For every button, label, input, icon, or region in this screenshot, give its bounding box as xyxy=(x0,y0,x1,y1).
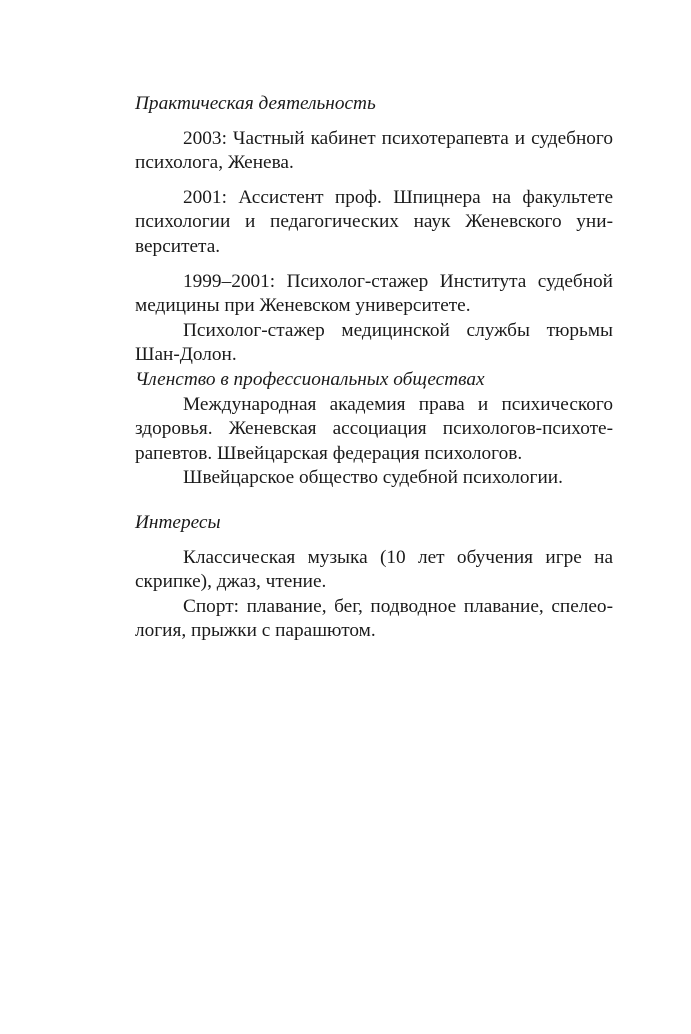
text-line: психологии и педагогических наук Женевского уни- xyxy=(135,211,613,233)
section-heading-interests: Интересы xyxy=(135,511,221,533)
paragraph-membership-1 xyxy=(87,393,613,467)
text-line: рапевтов. Швейцарская федерация психологов. xyxy=(135,442,523,464)
text-line: Международная академия права и психического xyxy=(183,393,613,415)
paragraph-interests-sport xyxy=(87,595,613,644)
text-line: верситета. xyxy=(135,235,221,257)
text-line: 2001: Ассистент проф. Шпицнера на факультете xyxy=(183,186,613,208)
paragraph-practice-prison xyxy=(87,319,613,368)
document-page xyxy=(87,92,613,644)
text-line: Шан-Долон. xyxy=(135,344,237,366)
section-heading-practice: Практическая деятельность xyxy=(135,93,376,114)
text-line: скрипке), джаз, чтение. xyxy=(135,571,327,593)
paragraph-practice-2003 xyxy=(87,127,613,176)
text-line: Спорт: плавание, бег, подводное плавание, спелео- xyxy=(183,595,613,617)
text-line: медицины при Женевском университете. xyxy=(135,295,471,317)
text-line: Швейцарское общество судебной психологии. xyxy=(183,467,563,489)
text-line: психолога, Женева. xyxy=(135,152,294,174)
section-heading-membership: Членство в профессиональных обществах xyxy=(135,368,485,390)
text-line: Классическая музыка (10 лет обучения игре на xyxy=(183,546,613,568)
text-line: здоровья. Женевская ассоциация психологов-психоте- xyxy=(135,418,613,440)
paragraph-membership-2 xyxy=(87,466,613,491)
text-line: Психолог-стажер медицинской службы тюрьмы xyxy=(183,319,613,341)
text-line: логия, прыжки с парашютом. xyxy=(135,620,376,642)
paragraph-practice-1999 xyxy=(87,270,613,319)
paragraph-interests-music xyxy=(87,546,613,595)
paragraph-practice-2001 xyxy=(87,186,613,260)
text-line: 1999–2001: Психолог-стажер Института судебной xyxy=(183,270,613,292)
text-line: 2003: Частный кабинет психотерапевта и судебного xyxy=(183,127,613,149)
